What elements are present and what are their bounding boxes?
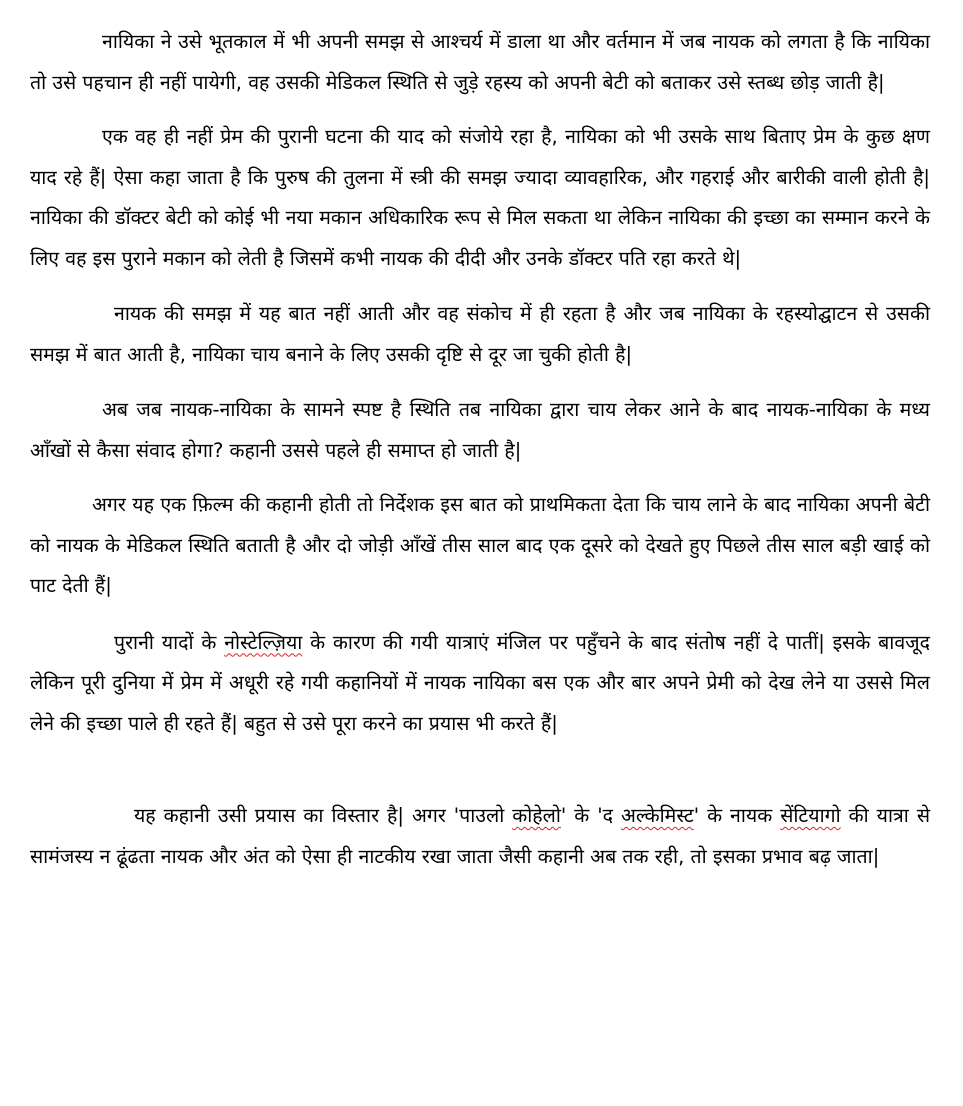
- paragraph-2: एक वह ही नहीं प्रेम की पुरानी घटना की याद को संजोये रहा है, नायिका को भी उसके साथ बिताए प्रेम के कुछ क्षण याद रहे हैं| ऐसा कहा जाता है कि पुरुष की तुलना में स्त्री की समझ ज्यादा व्यावहारिक, और गहराई और बारीकी वाली होती है| नायिका की डॉक्टर बेटी को कोई भी नया मकान अधिकारिक रूप से मिल सकता था लेकिन नायिका की इच्छा का सम्मान करने के लिए वह इस पुराने मकान को लेती है जिसमें कभी नायक की दीदी और उनके डॉक्टर पति रहा करते थे|: [30, 125, 930, 270]
- paragraph-7-segment-4: की यात्रा से सामंजस्य न ढूंढता नायक और अंत को ऐसा ही नाटकीय रखा जाता जैसी कहानी अब तक रही, तो इसका प्रभाव बढ़ जाता|: [30, 804, 931, 868]
- document-page: [30, 22, 930, 877]
- paragraph-7-segment-3: ' के नायक: [693, 804, 781, 827]
- spellcheck-word-santiago[interactable]: सेंटियागो: [780, 804, 841, 827]
- spellcheck-word-nostalgia[interactable]: नोस्टेल्ज़िया: [224, 630, 303, 654]
- paragraph-7: [30, 796, 930, 877]
- paragraph-4: अब जब नायक-नायिका के सामने स्पष्ट है स्थिति तब नायिका द्वारा चाय लेकर आने के बाद नायक-नायिका के मध्य आँखों से कैसा संवाद होगा? कहानी उससे पहले ही समाप्त हो जाती है|: [30, 398, 930, 462]
- spellcheck-word-alchemist[interactable]: अल्केमिस्ट: [620, 804, 694, 827]
- paragraph-7-segment-2: ' के 'द: [560, 804, 621, 827]
- paragraph-5: अगर यह एक फ़िल्म की कहानी होती तो निर्देशक इस बात को प्राथमिकता देता कि चाय लाने के बाद नायिका अपनी बेटी को नायक के मेडिकल स्थिति बताती है और दो जोड़ी आँखें तीस साल बाद एक दूसरे को देखते हुए पिछले तीस साल बड़ी खाई को पाट देती हैं|: [30, 493, 930, 597]
- paragraph-6: [30, 623, 930, 745]
- paragraph-3: नायक की समझ में यह बात नहीं आती और वह संकोच में ही रहता है और जब नायिका के रहस्योद्घाटन से उसकी समझ में बात आती है, नायिका चाय बनाने के लिए उसकी दृष्टि से दूर जा चुकी होती है|: [30, 302, 930, 366]
- spellcheck-word-coelho[interactable]: कोहेलो: [512, 804, 561, 827]
- paragraph-6-text-end: के कारण की गयी यात्राएं मंजिल पर पहुँचने के बाद संतोष नहीं दे पातीं| इसके बावजूद लेकिन पूरी दुनिया में प्रेम में अधूरी रहे गयी कहानियों में नायक नायिका बस एक और बार अपने प्रेमी को देख लेने या उससे मिल लेने की इच्छा पाले ही रहते हैं| बहुत से उसे पूरा करने का प्रयास भी करते हैं|: [30, 630, 931, 735]
- paragraph-7-segment-1: यह कहानी उसी प्रयास का विस्तार है| अगर 'पाउलो: [134, 804, 513, 827]
- paragraph-6-text-start: पुरानी यादों के: [114, 630, 225, 654]
- paragraph-1: नायिका ने उसे भूतकाल में भी अपनी समझ से आश्चर्य में डाला था और वर्तमान में जब नायक को लगता है कि नायिका तो उसे पहचान ही नहीं पायेगी, वह उसकी मेडिकल स्थिति से जुड़े रहस्य को अपनी बेटी को बताकर उसे स्तब्ध छोड़ जाती है|: [30, 30, 930, 94]
